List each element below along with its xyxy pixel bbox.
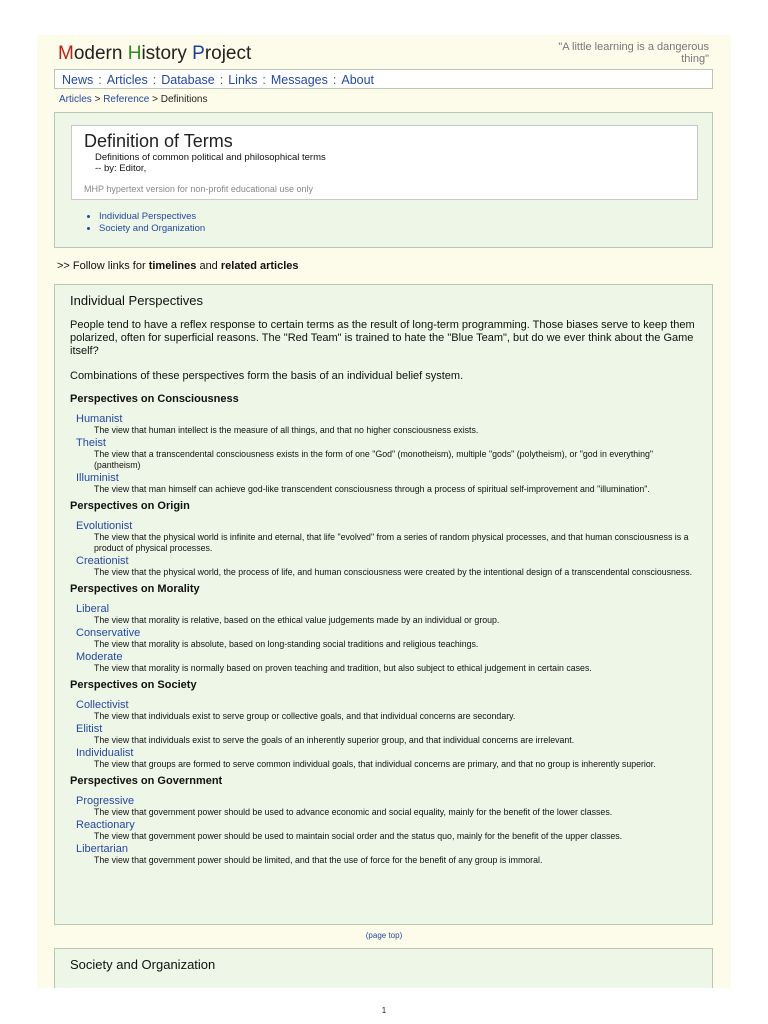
nav-separator: : — [152, 73, 157, 87]
section-title: Society and Organization — [70, 957, 216, 972]
site-quote: "A little learning is a dangerous thing" — [558, 41, 709, 65]
group-heading: Perspectives on Morality — [70, 583, 200, 595]
nav-separator: : — [219, 73, 224, 87]
page-container — [37, 35, 731, 988]
term-theist: Theist — [76, 437, 106, 449]
title-panel — [71, 125, 698, 200]
term-definition: The view that the physical world, the process of life, and human consciousness were created by the intentional design of a transcendental consciousness. — [94, 567, 693, 577]
nav-articles[interactable]: Articles — [106, 73, 148, 87]
term-elitist: Elitist — [76, 723, 103, 735]
nav-news[interactable]: News — [62, 73, 94, 87]
usage-notice: MHP hypertext version for non-profit educational use only — [84, 184, 313, 194]
page-top-line — [37, 931, 731, 940]
combination-paragraph: Combinations of these perspectives form the basis of an individual belief system. — [70, 370, 464, 382]
term-reactionary: Reactionary — [76, 819, 135, 831]
main-nav — [54, 69, 713, 89]
breadcrumb-articles[interactable]: Articles — [59, 94, 92, 105]
article-header-box — [54, 112, 713, 248]
logo-letter-h: H — [127, 43, 142, 64]
logo-letter-m: M — [58, 43, 74, 64]
perspective-groups — [70, 392, 700, 868]
nav-database[interactable]: Database — [161, 73, 215, 87]
term-liberal: Liberal — [76, 603, 110, 615]
breadcrumb-separator: > — [152, 94, 158, 105]
nav-about[interactable]: About — [341, 73, 375, 87]
breadcrumb-reference[interactable]: Reference — [103, 94, 150, 105]
article-subtitle: Definitions of common political and philosophical terms — [95, 152, 326, 163]
toc-item — [99, 223, 205, 235]
article-subtitle-block — [95, 152, 326, 174]
page-title: Definition of Terms — [84, 131, 233, 151]
term-definition: The view that a transcendental consciousness exists in the form of one "God" (monotheism), multiple "gods" (polytheism), or "god in everything" (pantheism) — [94, 449, 654, 470]
section-society-organization — [54, 948, 713, 988]
term-humanist: Humanist — [76, 413, 123, 425]
term-definition: The view that government power should be used to advance economic and social equality, mainly for the benefit of the lower classes. — [94, 807, 613, 817]
section-title: Individual Perspectives — [70, 293, 203, 308]
term-definition: The view that man himself can achieve god-like transcendent consciousness through a process of spiritual self-improvement and "illumination". — [94, 484, 650, 494]
logo-text-odern: odern — [73, 43, 128, 64]
article-byline: -- by: Editor, — [95, 163, 147, 174]
logo-text-istory: istory — [141, 43, 193, 64]
table-of-contents — [88, 211, 205, 235]
page-number: 1 — [381, 1006, 387, 1015]
term-creationist: Creationist — [76, 555, 129, 567]
follow-and: and — [196, 260, 221, 272]
group-heading: Perspectives on Society — [70, 679, 197, 691]
toc-link-society[interactable]: Society and Organization — [99, 223, 206, 234]
term-definition: The view that individuals exist to serve the goals of an inherently superior group, and that individual concerns are irrelevant. — [94, 735, 575, 745]
term-definition: The view that human intellect is the measure of all things, and that no higher consciousness exists. — [94, 425, 479, 435]
term-definition: The view that morality is relative, based on the ethical value judgements made by an individual or group. — [94, 615, 500, 625]
toc-item — [99, 211, 205, 223]
group-heading: Perspectives on Consciousness — [70, 393, 239, 405]
term-conservative: Conservative — [76, 627, 141, 639]
nav-separator: : — [332, 73, 337, 87]
follow-prefix: >> Follow links for — [57, 260, 149, 272]
term-progressive: Progressive — [76, 795, 135, 807]
follow-links-line — [57, 260, 299, 272]
term-definition: The view that government power should be limited, and that the use of force for the benefit of any group is immoral. — [94, 855, 543, 865]
logo-text-roject: roject — [204, 43, 252, 64]
term-definition: The view that morality is normally based on proven teaching and tradition, but also subject to ethical judgement in certain cases. — [94, 663, 592, 673]
intro-paragraph: People tend to have a reflex response to certain terms as the result of long-term programming. Those biases serve to keep them polarized, often for superficial reasons. The "Red Team" is trained to hate the "Blue Team", but do we ever think about the Game itself? — [70, 319, 695, 357]
follow-timelines[interactable]: timelines — [148, 260, 197, 272]
term-definition: The view that individuals exist to serve group or collective goals, and that individual concerns are secondary. — [94, 711, 516, 721]
breadcrumb — [59, 94, 207, 105]
nav-separator: : — [262, 73, 266, 87]
term-illuminist: Illuminist — [76, 472, 119, 484]
group-heading: Perspectives on Origin — [70, 500, 190, 512]
term-definition: The view that morality is absolute, based on long-standing social traditions and religious teachings. — [94, 639, 479, 649]
term-individualist: Individualist — [76, 747, 134, 759]
term-evolutionist: Evolutionist — [76, 520, 133, 532]
group-heading: Perspectives on Government — [70, 775, 223, 787]
section-individual-perspectives — [54, 284, 713, 925]
nav-messages[interactable]: Messages — [270, 73, 328, 87]
follow-related[interactable]: related articles — [220, 260, 299, 272]
term-definition: The view that the physical world is infinite and eternal, that life "evolved" from a series of random physical processes, and that human consciousness is a product of physical processes. — [94, 532, 689, 553]
term-collectivist: Collectivist — [76, 699, 129, 711]
nav-links[interactable]: Links — [228, 73, 258, 87]
logo-letter-p: P — [192, 43, 205, 64]
term-libertarian: Libertarian — [76, 843, 128, 855]
breadcrumb-current: Definitions — [160, 94, 208, 105]
term-definition: The view that groups are formed to serve common individual goals, that individual concerns are primary, and that no group is inherently superior. — [94, 759, 656, 769]
term-definition: The view that government power should be used to maintain social order and the status quo, mainly for the benefit of the upper classes. — [94, 831, 623, 841]
page-top-link[interactable]: (page top) — [365, 931, 403, 940]
toc-link-individual[interactable]: Individual Perspectives — [99, 211, 197, 222]
term-moderate: Moderate — [76, 651, 123, 663]
nav-separator: : — [98, 73, 102, 87]
site-logo[interactable] — [58, 43, 251, 65]
breadcrumb-separator: > — [94, 94, 101, 105]
